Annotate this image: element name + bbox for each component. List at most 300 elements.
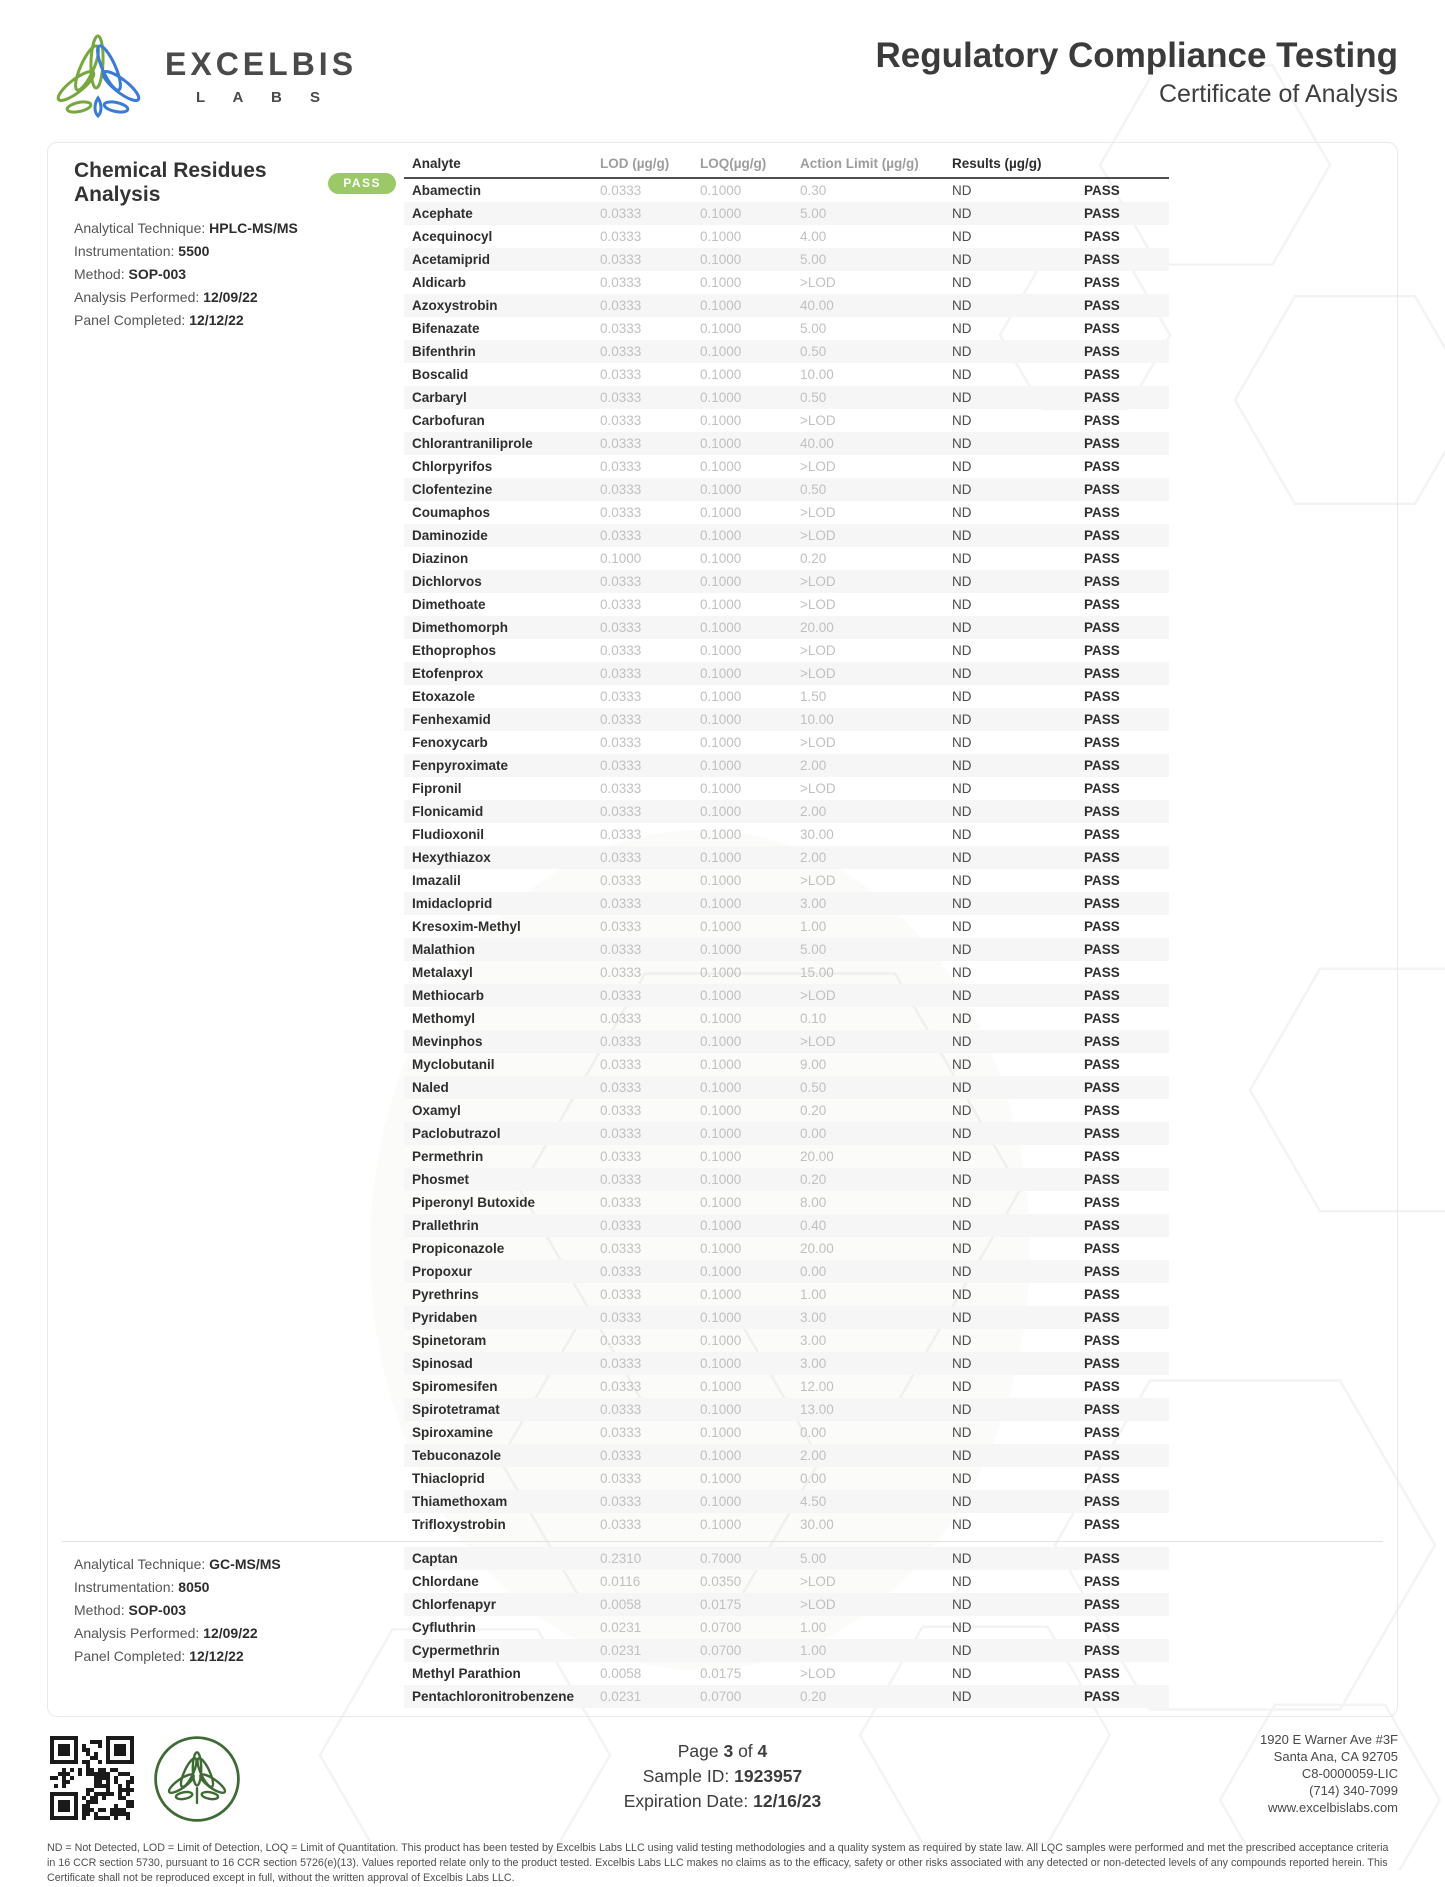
action-limit-value: >LOD	[800, 873, 836, 888]
result-value: ND	[952, 1448, 972, 1463]
lod-value: 0.2310	[600, 1551, 642, 1566]
analyte-name: Clofentezine	[412, 482, 493, 497]
info-line: Analytical Technique: GC-MS/MS	[74, 1556, 281, 1572]
analyte-row	[404, 1639, 1169, 1662]
analyte-row	[404, 1593, 1169, 1616]
action-limit-value: >LOD	[800, 988, 836, 1003]
lod-value: 0.0333	[600, 1333, 642, 1348]
status-value: PASS	[1084, 206, 1120, 221]
status-value: PASS	[1084, 1264, 1120, 1279]
loq-value: 0.1000	[700, 367, 742, 382]
result-value: ND	[952, 459, 972, 474]
action-limit-value: >LOD	[800, 275, 836, 290]
result-value: ND	[952, 896, 972, 911]
result-value: ND	[952, 804, 972, 819]
status-value: PASS	[1084, 643, 1120, 658]
result-value: ND	[952, 1080, 972, 1095]
result-value: ND	[952, 689, 972, 704]
analyte-row	[404, 1099, 1169, 1122]
lod-value: 0.0333	[600, 482, 642, 497]
analyte-row	[404, 662, 1169, 685]
status-value: PASS	[1084, 689, 1120, 704]
column-header-action-limit: Action Limit (µg/g)	[800, 153, 952, 178]
lod-value: 0.0333	[600, 689, 642, 704]
loq-value: 0.1000	[700, 1402, 742, 1417]
status-value: PASS	[1084, 827, 1120, 842]
loq-value: 0.1000	[700, 1172, 742, 1187]
table-header-row	[404, 153, 1169, 178]
status-value: PASS	[1084, 229, 1120, 244]
loq-value: 0.1000	[700, 896, 742, 911]
loq-value: 0.1000	[700, 574, 742, 589]
analyte-row	[404, 1283, 1169, 1306]
analyte-row	[404, 1513, 1169, 1536]
address-line: C8-0000059-LIC	[1301, 1766, 1398, 1781]
loq-value: 0.1000	[700, 390, 742, 405]
analyte-row	[404, 823, 1169, 846]
loq-value: 0.0175	[700, 1597, 742, 1612]
status-value: PASS	[1084, 1689, 1120, 1704]
action-limit-value: >LOD	[800, 735, 836, 750]
result-value: ND	[952, 1356, 972, 1371]
action-limit-value: 1.50	[800, 689, 827, 704]
result-value: ND	[952, 413, 972, 428]
result-value: ND	[952, 1551, 972, 1566]
analyte-name: Carbofuran	[412, 413, 485, 428]
analyte-row	[404, 731, 1169, 754]
analyte-name: Diazinon	[412, 551, 469, 566]
action-limit-value: 5.00	[800, 1551, 827, 1566]
lod-value: 0.0333	[600, 1241, 642, 1256]
action-limit-value: 0.50	[800, 344, 827, 359]
analyte-name: Chlorfenapyr	[412, 1597, 497, 1612]
action-limit-value: 3.00	[800, 1333, 827, 1348]
loq-value: 0.1000	[700, 1103, 742, 1118]
analyte-name: Cypermethrin	[412, 1643, 500, 1658]
analyte-row	[404, 1329, 1169, 1352]
status-value: PASS	[1084, 551, 1120, 566]
lod-value: 0.0333	[600, 896, 642, 911]
analyte-name: Acephate	[412, 206, 473, 221]
loq-value: 0.1000	[700, 459, 742, 474]
analyte-name: Carbaryl	[412, 390, 467, 405]
analyte-name: Hexythiazox	[412, 850, 491, 865]
action-limit-value: 2.00	[800, 758, 827, 773]
lod-value: 0.0333	[600, 735, 642, 750]
loq-value: 0.1000	[700, 804, 742, 819]
result-value: ND	[952, 1287, 972, 1302]
analyte-row	[404, 340, 1169, 363]
lod-value: 0.0333	[600, 1379, 642, 1394]
loq-value: 0.1000	[700, 1241, 742, 1256]
column-header-loq: LOQ(µg/g)	[700, 153, 800, 178]
action-limit-value: 9.00	[800, 1057, 827, 1072]
analyte-name: Malathion	[412, 942, 475, 957]
analyte-row	[404, 1547, 1169, 1570]
action-limit-value: 0.00	[800, 1425, 827, 1440]
info-line: Analytical Technique: HPLC-MS/MS	[74, 220, 298, 236]
residues-table-gc	[404, 1547, 1169, 1708]
analyte-name: Dimethomorph	[412, 620, 508, 635]
lod-value: 0.0231	[600, 1620, 642, 1635]
column-header-lod: LOD (µg/g)	[600, 153, 700, 178]
analyte-row	[404, 869, 1169, 892]
analyte-row	[404, 1145, 1169, 1168]
status-value: PASS	[1084, 1517, 1120, 1532]
analyte-row	[404, 1214, 1169, 1237]
loq-value: 0.1000	[700, 1057, 742, 1072]
status-value: PASS	[1084, 1057, 1120, 1072]
loq-value: 0.1000	[700, 1080, 742, 1095]
analyte-name: Pentachloronitrobenzene	[412, 1689, 575, 1704]
analyte-name: Propiconazole	[412, 1241, 505, 1256]
result-value: ND	[952, 1620, 972, 1635]
result-value: ND	[952, 321, 972, 336]
loq-value: 0.1000	[700, 850, 742, 865]
analyte-row	[404, 1352, 1169, 1375]
action-limit-value: 3.00	[800, 1310, 827, 1325]
analyte-row	[404, 501, 1169, 524]
disclaimer-text: ND = Not Detected, LOD = Limit of Detection, LOQ = Limit of Quantitation. This product has been tested by Excelbis Labs LLC using valid testing methodologies and a quality system as required by state law. All LQC samples were performed and met the prescribed acceptance criteria in 16 CCR section 5730, pursuant to 16 CCR section 5726(e)(13). Values reported relate only to the product tested. Excelbis Labs LLC makes no claims as to the efficacy, safety or other risks associated with any detected or non-detected levels of any compounds reported herein. This Certificate shall not be reproduced except in full, without the written approval of Excelbis Labs LLC.	[47, 1842, 1389, 1885]
lod-value: 0.0333	[600, 1471, 642, 1486]
page-indicator: Page 3 of 4	[677, 1741, 768, 1761]
result-value: ND	[952, 1149, 972, 1164]
analyte-row	[404, 363, 1169, 386]
status-value: PASS	[1084, 597, 1120, 612]
analyte-row	[404, 202, 1169, 225]
action-limit-value: 40.00	[800, 298, 834, 313]
lod-value: 0.0333	[600, 275, 642, 290]
lod-value: 0.0333	[600, 1103, 642, 1118]
result-value: ND	[952, 620, 972, 635]
lod-value: 0.0231	[600, 1689, 642, 1704]
analyte-name: Permethrin	[412, 1149, 484, 1164]
analyte-name: Fipronil	[412, 781, 462, 796]
result-value: ND	[952, 1402, 972, 1417]
analyte-name: Pyrethrins	[412, 1287, 479, 1302]
loq-value: 0.1000	[700, 758, 742, 773]
loq-value: 0.1000	[700, 344, 742, 359]
action-limit-value: >LOD	[800, 781, 836, 796]
analyte-name: Tebuconazole	[412, 1448, 502, 1463]
info-line: Analysis Performed: 12/09/22	[74, 1625, 258, 1641]
analyte-name: Chlorpyrifos	[412, 459, 493, 474]
analyte-name: Bifenthrin	[412, 344, 476, 359]
action-limit-value: 4.50	[800, 1494, 827, 1509]
status-value: PASS	[1084, 666, 1120, 681]
status-value: PASS	[1084, 1402, 1120, 1417]
result-value: ND	[952, 229, 972, 244]
action-limit-value: 20.00	[800, 1149, 834, 1164]
loq-value: 0.1000	[700, 1494, 742, 1509]
analyte-name: Fenoxycarb	[412, 735, 488, 750]
lod-value: 0.0333	[600, 643, 642, 658]
result-value: ND	[952, 1689, 972, 1704]
status-value: PASS	[1084, 1172, 1120, 1187]
lod-value: 0.0333	[600, 1448, 642, 1463]
lod-value: 0.0231	[600, 1643, 642, 1658]
result-value: ND	[952, 505, 972, 520]
result-value: ND	[952, 850, 972, 865]
action-limit-value: 1.00	[800, 1287, 827, 1302]
analyte-row	[404, 455, 1169, 478]
loq-value: 0.1000	[700, 1425, 742, 1440]
analyte-row	[404, 754, 1169, 777]
result-value: ND	[952, 1195, 972, 1210]
analyte-name: Boscalid	[412, 367, 469, 382]
status-value: PASS	[1084, 1149, 1120, 1164]
loq-value: 0.1000	[700, 1034, 742, 1049]
loq-value: 0.1000	[700, 597, 742, 612]
loq-value: 0.0700	[700, 1689, 742, 1704]
info-line: Analysis Performed: 12/09/22	[74, 289, 258, 305]
action-limit-value: >LOD	[800, 413, 836, 428]
result-value: ND	[952, 1471, 972, 1486]
status-value: PASS	[1084, 1356, 1120, 1371]
analyte-row	[404, 1570, 1169, 1593]
result-value: ND	[952, 712, 972, 727]
analyte-name: Aldicarb	[412, 275, 467, 290]
analyte-name: Prallethrin	[412, 1218, 479, 1233]
analyte-row	[404, 1306, 1169, 1329]
lod-value: 0.0333	[600, 505, 642, 520]
analyte-row	[404, 1122, 1169, 1145]
column-header-status	[1084, 153, 1169, 178]
result-value: ND	[952, 1379, 972, 1394]
lod-value: 0.0333	[600, 298, 642, 313]
lod-value: 0.0333	[600, 919, 642, 934]
action-limit-value: >LOD	[800, 1597, 836, 1612]
status-value: PASS	[1084, 505, 1120, 520]
analyte-name: Methyl Parathion	[412, 1666, 521, 1681]
status-value: PASS	[1084, 528, 1120, 543]
analyte-name: Myclobutanil	[412, 1057, 495, 1072]
lod-value: 0.0333	[600, 574, 642, 589]
action-limit-value: >LOD	[800, 1574, 836, 1589]
loq-value: 0.1000	[700, 436, 742, 451]
analyte-row	[404, 1467, 1169, 1490]
result-value: ND	[952, 367, 972, 382]
analyte-row	[404, 409, 1169, 432]
loq-value: 0.1000	[700, 873, 742, 888]
section-hplc	[62, 153, 1383, 1536]
analyte-name: Methomyl	[412, 1011, 476, 1026]
lod-value: 0.0333	[600, 827, 642, 842]
action-limit-value: 5.00	[800, 206, 827, 221]
analyte-name: Fludioxonil	[412, 827, 484, 842]
page-title: Regulatory Compliance Testing	[875, 36, 1398, 75]
action-limit-value: 0.20	[800, 1172, 827, 1187]
analyte-name: Spirotetramat	[412, 1402, 500, 1417]
info-line: Instrumentation: 8050	[74, 1579, 210, 1595]
lod-value: 0.0333	[600, 1264, 642, 1279]
analyte-name: Dimethoate	[412, 597, 486, 612]
status-value: PASS	[1084, 942, 1120, 957]
result-value: ND	[952, 1494, 972, 1509]
lod-value: 0.0333	[600, 1356, 642, 1371]
result-value: ND	[952, 1333, 972, 1348]
result-value: ND	[952, 482, 972, 497]
analyte-row	[404, 178, 1169, 202]
analyte-row	[404, 1168, 1169, 1191]
brand-name: EXCELBIS	[165, 46, 358, 82]
loq-value: 0.1000	[700, 1011, 742, 1026]
status-value: PASS	[1084, 183, 1120, 198]
lod-value: 0.1000	[600, 551, 642, 566]
analyte-row	[404, 1076, 1169, 1099]
analyte-name: Imidacloprid	[412, 896, 493, 911]
action-limit-value: 20.00	[800, 1241, 834, 1256]
analyte-row	[404, 386, 1169, 409]
lod-value: 0.0333	[600, 620, 642, 635]
analyte-name: Bifenazate	[412, 321, 480, 336]
result-value: ND	[952, 1172, 972, 1187]
action-limit-value: >LOD	[800, 1666, 836, 1681]
lod-value: 0.0333	[600, 1034, 642, 1049]
analyte-row	[404, 225, 1169, 248]
status-value: PASS	[1084, 1103, 1120, 1118]
loq-value: 0.1000	[700, 413, 742, 428]
analyte-name: Spiroxamine	[412, 1425, 494, 1440]
status-value: PASS	[1084, 252, 1120, 267]
status-value: PASS	[1084, 1551, 1120, 1566]
analyte-row	[404, 1260, 1169, 1283]
status-value: PASS	[1084, 804, 1120, 819]
analyte-name: Piperonyl Butoxide	[412, 1195, 536, 1210]
action-limit-value: 20.00	[800, 620, 834, 635]
analyte-name: Imazalil	[412, 873, 461, 888]
status-value: PASS	[1084, 436, 1120, 451]
lod-value: 0.0333	[600, 1149, 642, 1164]
loq-value: 0.1000	[700, 1218, 742, 1233]
lod-value: 0.0333	[600, 1057, 642, 1072]
residues-table	[404, 153, 1169, 1536]
result-value: ND	[952, 528, 972, 543]
action-limit-value: 5.00	[800, 942, 827, 957]
brand-subname: L A B S	[196, 89, 332, 106]
status-value: PASS	[1084, 1597, 1120, 1612]
status-value: PASS	[1084, 712, 1120, 727]
action-limit-value: >LOD	[800, 666, 836, 681]
lod-value: 0.0333	[600, 1172, 642, 1187]
status-value: PASS	[1084, 367, 1120, 382]
analyte-row	[404, 892, 1169, 915]
result-value: ND	[952, 1103, 972, 1118]
status-value: PASS	[1084, 1448, 1120, 1463]
action-limit-value: 1.00	[800, 1643, 827, 1658]
action-limit-value: 0.00	[800, 1471, 827, 1486]
analyte-row	[404, 938, 1169, 961]
action-limit-value: 1.00	[800, 919, 827, 934]
lod-value: 0.0333	[600, 206, 642, 221]
loq-value: 0.1000	[700, 183, 742, 198]
result-value: ND	[952, 781, 972, 796]
status-value: PASS	[1084, 1241, 1120, 1256]
action-limit-value: >LOD	[800, 505, 836, 520]
status-value: PASS	[1084, 1425, 1120, 1440]
action-limit-value: 0.50	[800, 482, 827, 497]
loq-value: 0.7000	[700, 1551, 742, 1566]
analyte-name: Propoxur	[412, 1264, 473, 1279]
brand-logo	[47, 26, 357, 126]
action-limit-value: >LOD	[800, 574, 836, 589]
status-value: PASS	[1084, 781, 1120, 796]
result-value: ND	[952, 1126, 972, 1141]
result-value: ND	[952, 1643, 972, 1658]
status-value: PASS	[1084, 1643, 1120, 1658]
analyte-name: Chlorantraniliprole	[412, 436, 533, 451]
action-limit-value: 3.00	[800, 1356, 827, 1371]
loq-value: 0.0700	[700, 1643, 742, 1658]
result-value: ND	[952, 643, 972, 658]
section-gc-table	[404, 1547, 1383, 1708]
analyte-name: Captan	[412, 1551, 458, 1566]
action-limit-value: 30.00	[800, 1517, 834, 1532]
result-value: ND	[952, 298, 972, 313]
lod-value: 0.0333	[600, 666, 642, 681]
lod-value: 0.0333	[600, 344, 642, 359]
lod-value: 0.0333	[600, 321, 642, 336]
info-line: Method: SOP-003	[74, 1602, 187, 1618]
address-line: (714) 340-7099	[1309, 1783, 1398, 1798]
lod-value: 0.0333	[600, 1011, 642, 1026]
result-value: ND	[952, 1425, 972, 1440]
analyte-name: Dichlorvos	[412, 574, 482, 589]
status-value: PASS	[1084, 390, 1120, 405]
analyte-row	[404, 593, 1169, 616]
lod-value: 0.0333	[600, 1287, 642, 1302]
analyte-name: Coumaphos	[412, 505, 491, 520]
loq-value: 0.1000	[700, 482, 742, 497]
analyte-name: Acetamiprid	[412, 252, 491, 267]
loq-value: 0.1000	[700, 298, 742, 313]
analyte-name: Trifloxystrobin	[412, 1517, 506, 1532]
loq-value: 0.1000	[700, 1517, 742, 1532]
status-value: PASS	[1084, 1011, 1120, 1026]
action-limit-value: >LOD	[800, 459, 836, 474]
analyte-row	[404, 1191, 1169, 1214]
analyte-row	[404, 1685, 1169, 1708]
action-limit-value: 40.00	[800, 436, 834, 451]
analyte-name: Methiocarb	[412, 988, 485, 1003]
analyte-row	[404, 685, 1169, 708]
loq-value: 0.1000	[700, 206, 742, 221]
lod-value: 0.0333	[600, 597, 642, 612]
action-limit-value: 0.20	[800, 1689, 827, 1704]
result-value: ND	[952, 942, 972, 957]
action-limit-value: 3.00	[800, 896, 827, 911]
action-limit-value: 2.00	[800, 850, 827, 865]
document-titles	[876, 26, 1399, 109]
status-value: PASS	[1084, 344, 1120, 359]
lod-value: 0.0333	[600, 1080, 642, 1095]
action-limit-value: 15.00	[800, 965, 834, 980]
analyte-row	[404, 248, 1169, 271]
action-limit-value: 0.20	[800, 551, 827, 566]
status-value: PASS	[1084, 275, 1120, 290]
brand-text	[165, 46, 357, 106]
loq-value: 0.1000	[700, 1126, 742, 1141]
analyte-name: Spinosad	[412, 1356, 473, 1371]
action-limit-value: 10.00	[800, 712, 834, 727]
lod-value: 0.0333	[600, 528, 642, 543]
result-value: ND	[952, 436, 972, 451]
loq-value: 0.1000	[700, 712, 742, 727]
loq-value: 0.1000	[700, 275, 742, 290]
status-value: PASS	[1084, 298, 1120, 313]
result-value: ND	[952, 574, 972, 589]
loq-value: 0.1000	[700, 1356, 742, 1371]
